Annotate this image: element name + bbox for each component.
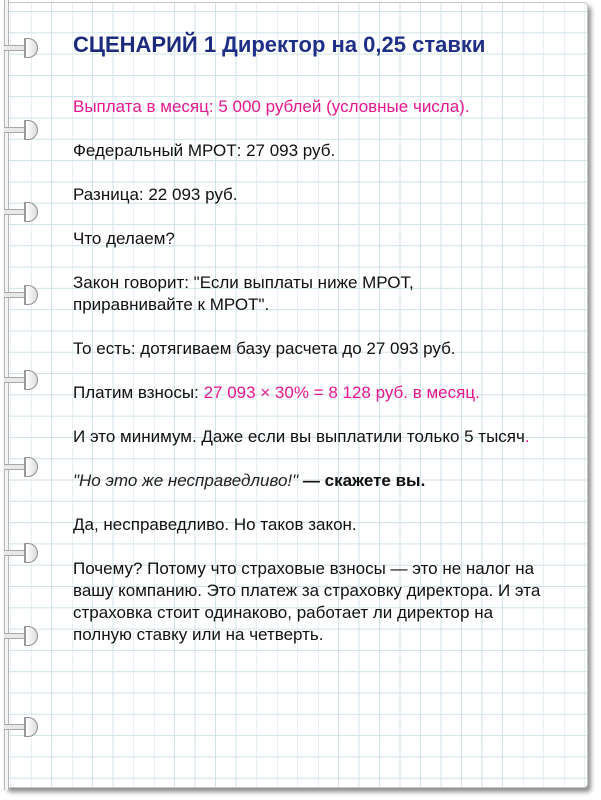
what-to-do-line: Что делаем? [73,229,175,248]
binder-ring-icon [4,457,38,477]
binder-ring-icon [4,120,38,140]
pay-contributions-line [73,382,573,404]
pay-prefix: Платим взносы: [73,383,204,402]
binder-ring-icon [4,285,38,305]
pay-formula: 27 093 × 30% = 8 128 руб. в месяц. [203,383,480,402]
minimum-text: И это минимум. Даже если вы выплатили только 5 тысяч [73,427,525,446]
binder-ring-icon [4,543,38,563]
binder-spine [4,0,9,790]
unfair-line [73,470,573,492]
difference-line: Разница: 22 093 руб. [73,185,238,204]
why-paragraph: Почему? Потому что страховые взносы — это не налог на вашу компанию. Это платеж за страховку директора. И эта страховка стоит одинаково, работает ли директор на полную ставку или на четверть. [73,559,541,644]
page-title [73,30,573,60]
title-subtitle: Директор на 0,25 ставки [216,32,486,57]
unfair-quote: "Но это же несправедливо!" [73,471,299,490]
law-paragraph: Закон говорит: "Если выплаты ниже МРОТ, приравнивайте к МРОТ". [73,273,414,314]
mrot-line: Федеральный МРОТ: 27 093 руб. [73,141,336,160]
minimum-paragraph [73,426,553,448]
unfair-tail: — скажете вы. [298,471,426,490]
binder-ring-icon [4,717,38,737]
payment-line: Выплата в месяц: 5 000 рублей (условные числа). [73,97,470,116]
binder-ring-icon [4,202,38,222]
yes-unfair-line: Да, несправедливо. Но таков закон. [73,515,357,534]
title-scenario: СЦЕНАРИЙ 1 [73,32,217,57]
minimum-dot: . [524,427,530,446]
that-is-line: То есть: дотягиваем базу расчета до 27 093 руб. [73,339,456,358]
binder-ring-icon [4,626,38,646]
page-content [73,30,573,646]
binder-ring-icon [4,38,38,58]
binder-ring-icon [4,370,38,390]
